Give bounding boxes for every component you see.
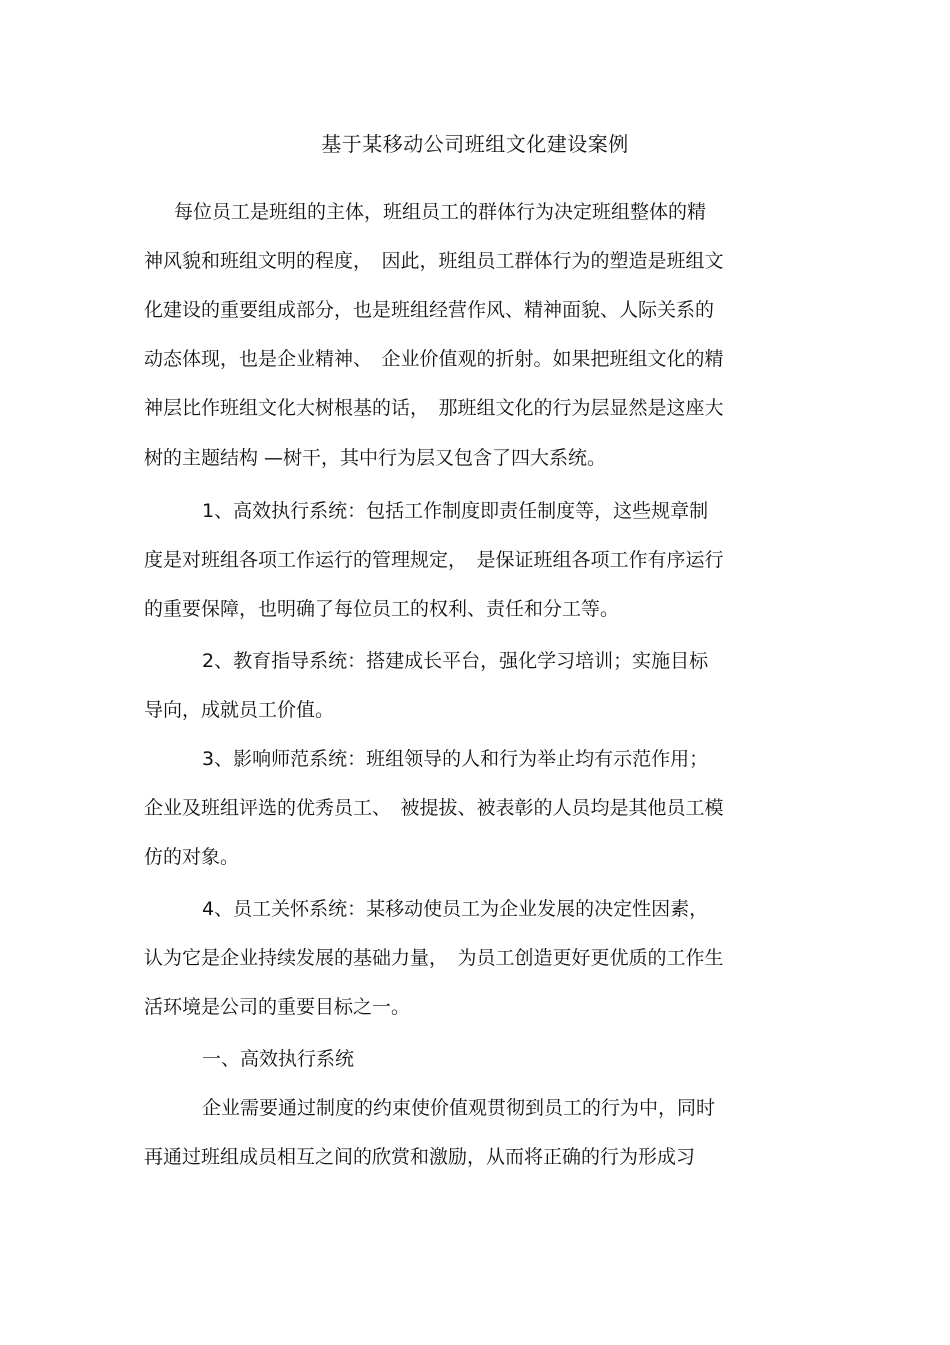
text-line: 神层比作班组文化大树根基的话， 那班组文化的行为层显然是这座大 [144, 397, 724, 419]
text-line: 动态体现，也是企业精神、 企业价值观的折射。如果把班组文化的精 [144, 348, 724, 370]
text-line: 再通过班组成员相互之间的欣赏和激励，从而将正确的行为形成习 [144, 1146, 696, 1168]
text-line: 神风貌和班组文明的程度， 因此，班组员工群体行为的塑造是班组文 [144, 250, 724, 272]
text-line: 度是对班组各项工作运行的管理规定， 是保证班组各项工作有序运行 [144, 549, 724, 571]
text-line: 2、教育指导系统：搭建成长平台，强化学习培训；实施目标 [202, 650, 709, 672]
section-heading: 一、高效执行系统 [202, 1048, 355, 1070]
text-line: 的重要保障，也明确了每位员工的权利、责任和分工等。 [144, 598, 620, 620]
text-line: 企业及班组评选的优秀员工、 被提拔、被表彰的人员均是其他员工模 [144, 797, 724, 819]
text-line: 活环境是公司的重要目标之一。 [144, 996, 411, 1018]
text-line: 每位员工是班组的主体，班组员工的群体行为决定班组整体的精 [174, 201, 707, 223]
text-line: 仿的对象。 [144, 846, 240, 868]
text-line: 4、员工关怀系统：某移动使员工为企业发展的决定性因素， [202, 898, 709, 920]
document-title: 基于某移动公司班组文化建设案例 [321, 132, 629, 156]
text-line: 化建设的重要组成部分，也是班组经营作风、精神面貌、人际关系的 [144, 299, 715, 321]
text-line: 认为它是企业持续发展的基础力量， 为员工创造更好更优质的工作生 [144, 947, 724, 969]
text-line: 导向，成就员工价值。 [144, 699, 335, 721]
text-line: 树的主题结构 —树干，其中行为层又包含了四大系统。 [144, 447, 607, 469]
text-line: 企业需要通过制度的约束使价值观贯彻到员工的行为中，同时 [202, 1097, 716, 1119]
text-line: 3、影响师范系统：班组领导的人和行为举止均有示范作用； [202, 748, 709, 770]
text-line: 1、高效执行系统：包括工作制度即责任制度等，这些规章制 [202, 500, 709, 522]
